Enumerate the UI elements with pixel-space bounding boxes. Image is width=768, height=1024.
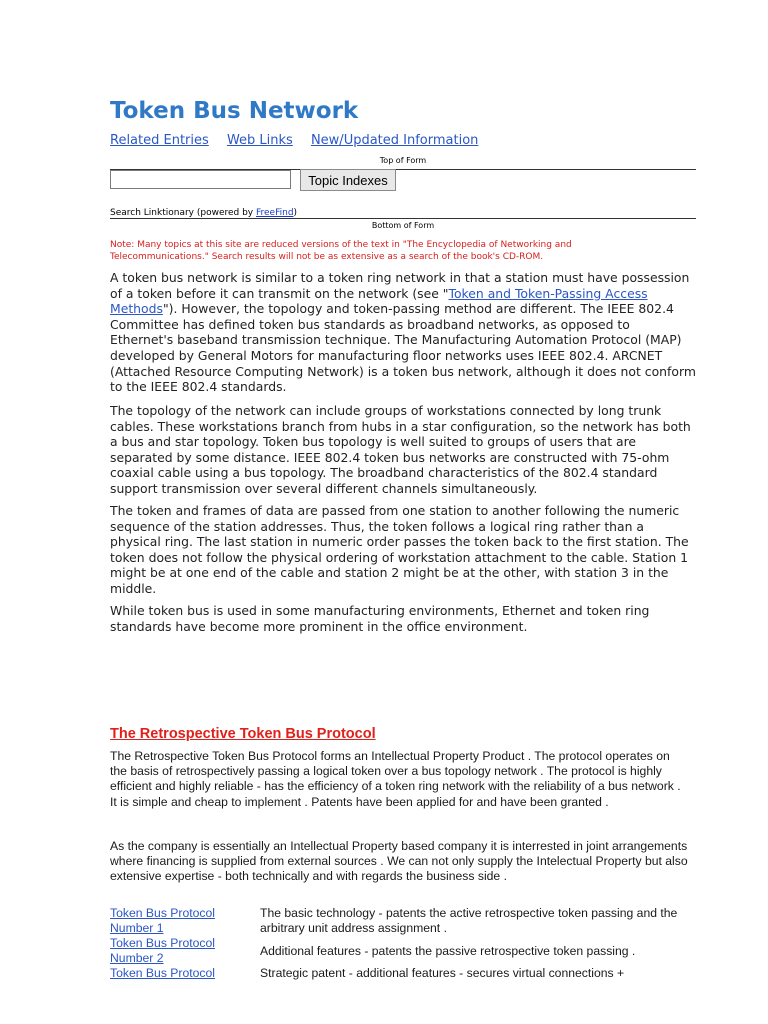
top-of-form-label: Top of Form bbox=[379, 156, 427, 165]
table-row bbox=[110, 906, 696, 936]
protocol-link-cell bbox=[110, 966, 260, 982]
paragraph-intro bbox=[110, 270, 696, 395]
company-description: As the company is essentially an Intellectual Property based company it is interrested in joint arrangements where financing is supplied from external sources . We can not only supply the Intelectual Property but also extensive expertise - both technically and with regards the business side . bbox=[110, 839, 688, 884]
search-input[interactable] bbox=[110, 170, 291, 189]
paragraph-intro-start: A token bus network is similar to a token ring network in that a station must have possession of a token before it can transmit on the network (see " bbox=[110, 270, 690, 301]
form-divider-bottom bbox=[110, 218, 696, 219]
paragraph-intro-end: "). However, the topology and token-passing method are different. The IEEE 802.4 Committee has defined token bus standards as broadband networks, as opposed to Ethernet's baseband transmission technique. The Manufacturing Automation Protocol (MAP) developed by General Motors for manufacturing floor networks uses IEEE 802.4. ARCNET (Attached Resource Computing Network) is a token bus network, although it does not conform to the IEEE 802.4 standards. bbox=[110, 301, 696, 395]
protocol-3-link[interactable]: Token Bus Protocol bbox=[110, 966, 216, 981]
paragraph-token-frames: The token and frames of data are passed from one station to another following the numeric sequence of the station addresses. Thus, the token follows a logical ring rather than a physical ring. The last station in numeric order passes the token back to the first station. The token does not follow the physical ordering of workstation attachment to the cable. Station 1 might be at one end of the cable and station 2 might be at the other, with station 3 in the middle. bbox=[110, 503, 689, 596]
page-title: Token Bus Network bbox=[110, 98, 359, 124]
table-row bbox=[110, 966, 696, 982]
protocol-link-cell bbox=[110, 906, 260, 936]
protocol-link-cell bbox=[110, 936, 260, 966]
protocol-description: The basic technology - patents the active retrospective token passing and the arbitrary unit address assignment . bbox=[260, 906, 678, 935]
related-entries-link[interactable]: Related Entries bbox=[110, 133, 209, 148]
bottom-of-form-label: Bottom of Form bbox=[371, 221, 435, 230]
protocol-table bbox=[110, 906, 696, 982]
token-passing-link[interactable]: Token and Token-Passing Access Methods bbox=[110, 285, 648, 317]
search-credit-suffix: ) bbox=[293, 208, 298, 218]
new-updated-link[interactable]: New/Updated Information bbox=[310, 133, 479, 148]
search-credit-prefix: Search Linktionary (powered by bbox=[110, 208, 256, 218]
web-links-link[interactable]: Web Links bbox=[226, 133, 293, 148]
table-row bbox=[110, 936, 696, 966]
retrospective-description: The Retrospective Token Bus Protocol forms an Intellectual Property Product . The protocol operates on the basis of retrospectively passing a logical token over a bus topology network . The protocol is highly efficient and highly reliable - has the efficiency of a token ring network with the reliability of a bus network . It is simple and cheap to implement . Patents have been applied for and have been granted . bbox=[110, 749, 681, 809]
nav-links bbox=[110, 133, 492, 148]
protocol-description: Additional features - patents the passive retrospective token passing . bbox=[260, 944, 636, 959]
freefind-link[interactable]: FreeFind bbox=[256, 208, 294, 218]
search-credit bbox=[110, 208, 297, 218]
paragraph-topology: The topology of the network can include groups of workstations connected by long trunk cables. These workstations branch from hubs in a star configuration, so the network has both a bus and star topology. Token bus topology is well suited to groups of users that are separated by some distance. IEEE 802.4 token bus networks are constructed with 75-ohm coaxial cable using a bus topology. The broadband characteristics of the 802.4 standard support transmission over several different channels simultaneously. bbox=[110, 403, 691, 496]
protocol-description: Strategic patent - additional features - secures virtual connections + bbox=[260, 966, 625, 981]
topic-indexes-button[interactable]: Topic Indexes bbox=[300, 169, 396, 191]
protocol-1-link[interactable]: Token Bus Protocol Number 1 bbox=[110, 906, 216, 935]
retrospective-protocol-heading-link[interactable]: The Retrospective Token Bus Protocol bbox=[110, 726, 376, 742]
site-note: Note: Many topics at this site are reduced versions of the text in "The Encyclopedia of Networking and Telecommunications." Search results will not be as extensive as a search of the book's CD-ROM. bbox=[110, 240, 572, 262]
paragraph-usage: While token bus is used in some manufacturing environments, Ethernet and token ring standards have become more prominent in the office environment. bbox=[110, 603, 650, 634]
protocol-2-link[interactable]: Token Bus Protocol Number 2 bbox=[110, 936, 216, 965]
